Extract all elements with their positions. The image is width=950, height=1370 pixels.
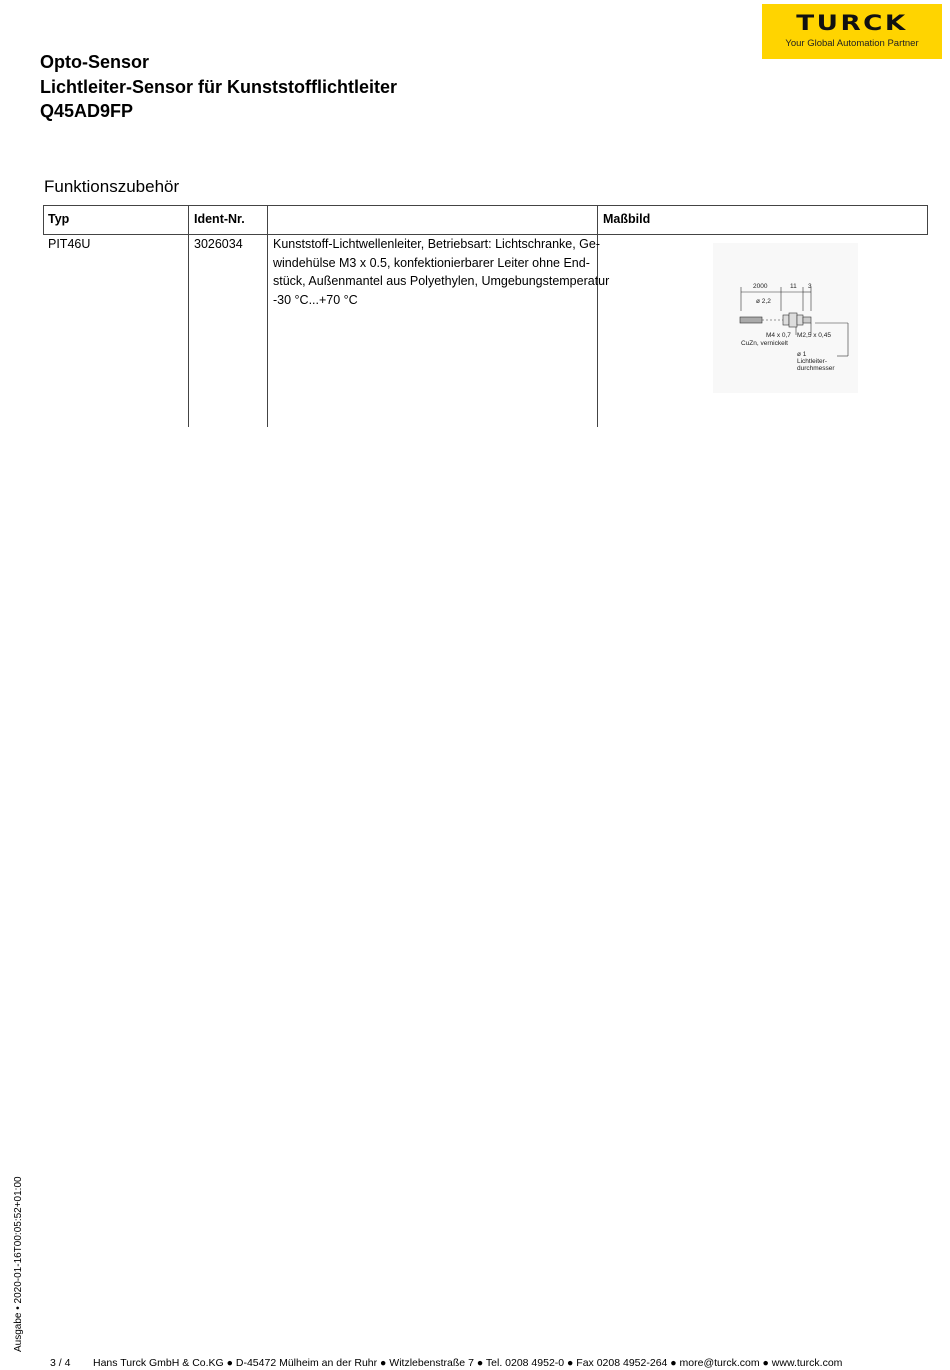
title-line-3: Q45AD9FP — [40, 101, 134, 121]
cell-typ: PIT46U — [48, 237, 91, 251]
material-label: CuZn, vernickelt — [741, 340, 788, 347]
description-line: stück, Außenmantel aus Polyethylen, Umgebungstemperatur — [273, 274, 610, 289]
column-divider — [267, 205, 268, 427]
thread-m4-label: M4 x 0,7 — [766, 332, 791, 339]
col-header-massbild: Maßbild — [603, 212, 651, 226]
description-line: -30 °C...+70 °C — [273, 293, 358, 308]
section-title: Funktionszubehör — [44, 177, 180, 196]
footer-address: Hans Turck GmbH & Co.KG ● D-45472 Mülheim an der Ruhr ● Witzlebenstraße 7 ● Tel. 0208 4952-0 ● Fax 0208 4952-264 ● more@turck.com ● www.turck.com — [93, 1357, 843, 1369]
dimension-drawing — [713, 243, 858, 393]
cell-description — [273, 235, 610, 310]
issue-date: Ausgabe • 2020-01-16T00:05:52+01:00 — [13, 1176, 24, 1352]
fiber-diameter-label: Lichtleiter- — [797, 358, 827, 365]
title-line-1: Opto-Sensor — [40, 52, 150, 72]
thread-m25-label: M2,5 x 0,45 — [797, 332, 831, 339]
title-line-2: Lichtleiter-Sensor für Kunststofflichtleiter — [40, 76, 398, 97]
table-header — [43, 205, 928, 235]
page-number: 3 / 4 — [50, 1357, 71, 1369]
fiber-diameter-label: durchmesser — [797, 365, 835, 372]
description-line: Kunststoff-Lichtwellenleiter, Betriebsart: Lichtschranke, Ge- — [273, 237, 601, 251]
logo-brand: TURCK — [796, 11, 908, 35]
col-header-ident: Ident-Nr. — [194, 212, 245, 226]
logo-tagline: Your Global Automation Partner — [785, 38, 919, 49]
col-header-typ: Typ — [48, 212, 70, 226]
turck-logo — [762, 4, 942, 59]
accessory-table — [43, 205, 928, 427]
cell-ident: 3026034 — [194, 237, 243, 251]
dim-diameter-jacket: ø 2,2 — [756, 298, 771, 305]
dim-length-2000: 2000 — [753, 283, 768, 290]
fiber-diameter-label: ø 1 — [797, 351, 807, 358]
document-title — [40, 50, 397, 124]
dim-length-3: 3 — [808, 283, 812, 290]
dim-length-11: 11 — [790, 283, 797, 290]
column-divider — [188, 205, 189, 427]
fiber-drawing — [713, 243, 858, 393]
description-line: windehülse M3 x 0.5, konfektionierbarer Leiter ohne End- — [273, 255, 590, 270]
